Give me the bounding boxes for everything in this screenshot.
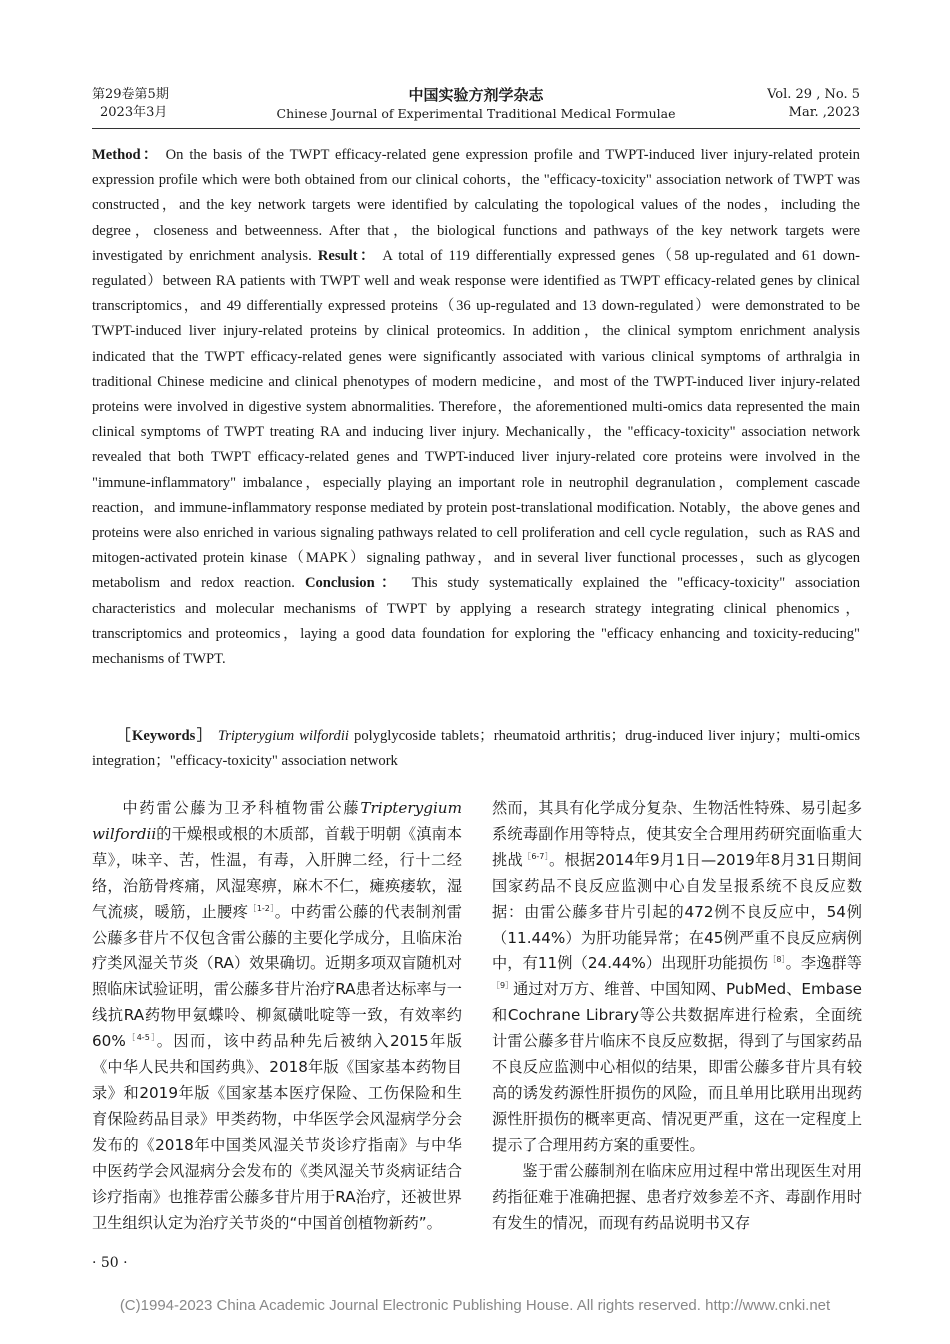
text-run: 。因而，该中药品种先后被纳入2015年版《中华人民共和国药典》、2018年版《国家基本药物目录》和2019年版《国家基本医疗保险、工伤保险和生育保险药品目录》甲类药物，中华医学会风湿病学分会发布的《2018年中国类风湿关节炎诊疗指南》与中华中医药学会风湿病分会发布的《类风湿关节炎病证结合诊疗指南》也推荐雷公藤多苷片用于RA治疗，还被世界卫生组织认定为治疗关节炎的“中国首创植物新药”。 — [92, 1032, 462, 1232]
keywords-paragraph — [92, 724, 860, 774]
citation: ［8］ — [768, 955, 786, 965]
running-header — [92, 86, 860, 126]
volume-en: Vol. 29 , No. 5 — [767, 87, 860, 102]
latin-name: Tripterygium wilfordii — [92, 799, 462, 843]
text-run: 中药雷公藤为卫矛科植物雷公藤 — [122, 799, 361, 817]
citation: ［4-5］ — [125, 1033, 157, 1043]
header-right — [767, 86, 860, 122]
keywords-label: ［Keywords］ — [116, 728, 213, 744]
body-paragraph: 鉴于雷公藤制剂在临床应用过程中常出现医生对用药指征难于准确把握、患者疗效参差不齐、毒副作用时有发生的情况，而现有药品说明书又存 — [492, 1161, 862, 1232]
conclusion-text: This study systematically explained the "efficacy-toxicity" association characteristics and molecular mechanisms of TWPT by applying a research strategy integrating clinical phenomics，transcriptomics and proteomics，laying a good data foundation for exploring the "efficacy enhancing and toxicity-reducing" mechanisms of TWPT. — [92, 575, 861, 668]
result-text: A total of 119 differentially expressed genes（58 up-regulated and 61 down-regulated）between RA patients with TWPT well and weak response were identified as TWPT efficacy-related genes by clinical transcriptomics，and 49 differentially expressed proteins（36 up-regulated and 13 down-regulated）were demonstrated to be TWPT-induced liver injury-related proteins by clinical proteomics. In addition，the clinical symptom enrichment analysis indicated that the TWPT efficacy-related genes were significantly associated with various clinical symptoms of arthralgia in traditional Chinese medicine and clinical phenotypes of modern medicine，and most of the TWPT-induced liver injury-related proteins were involved in digestive system abnormalities. Therefore，the aforementioned multi-omics data represented the main clinical symptoms of TWPT treating RA and inducing liver injury. Mechanically，the "efficacy-toxicity" association network revealed that both TWPT efficacy-related genes and TWPT-induced liver injury-related core proteins were involved in the "immune-inflammatory" imbalance，especially playing an important role in neutrophil degranulation，complement cascade reaction，and immune-inflammatory response mediated by protein post-translational modification. Notably，the above genes and proteins were also enriched in various signaling pathways related to cell proliferation and cell cycle regulation，such as RAS and mitogen-activated protein kinase（MAPK）signaling pathway，and in several liver functional processes，such as glycogen metabolism and redox reaction. — [92, 247, 861, 592]
text-run: 通过对万方、维普、中国知网、PubMed、Embase和Cochrane Library等公共数据库进行检索，全面统计雷公藤多苷片临床不良反应数据，得到了与国家药品不良反应监测中心相似的结果，即雷公藤多苷片具有较高的诱发药源性肝损伤的风险，而且单用比联用出现药源性肝损伤的概率更高、情况更严重，这在一定程度上提示了合理用药方案的重要性。 — [492, 980, 863, 1154]
text-run: 的干燥根或根的木质部，首载于明朝《滇南本草》，味辛、苦，性温，有毒，入肝脾二经，行十二经络，治筋骨疼痛，风湿寒痹，麻木不仁，瘫痪痿软，湿气流痰，暖筋，止腰疼 — [92, 824, 462, 921]
method-label: Method： — [92, 147, 160, 163]
text-run: 。根据2014年9月1日—2019年8月31日期间国家药品不良反应监测中心自发呈报系统不良反应数据：由雷公藤多苷片引起的472例不良反应中，54例（11.44%）为肝功能异常；在45例严重不良反应病例中，有11例（24.44%）出现肝功能损伤 — [492, 850, 862, 973]
keywords-species: Tripterygium wilfordii — [217, 728, 349, 744]
text-run: 然而，其具有化学成分复杂、生物活性特殊、易引起多系统毒副作用等特点，使其安全合理用药研究面临重大挑战 — [492, 799, 862, 869]
volume-cn: 第29卷第5期 — [92, 87, 169, 102]
conclusion-label: Conclusion： — [304, 575, 402, 592]
abstract-paragraph — [92, 143, 860, 672]
copyright-footer: (C)1994-2023 China Academic Journal Electronic Publishing House. All rights reserved. http://www.cnki.net — [119, 1297, 831, 1314]
journal-title-en: Chinese Journal of Experimental Traditional Medical Formulae — [276, 106, 676, 121]
date-en: Mar. ,2023 — [788, 105, 860, 120]
journal-title-cn: 中国实验方剂学杂志 — [408, 86, 544, 104]
header-center — [92, 86, 860, 124]
text-run: 。李逸群等 — [785, 954, 862, 973]
result-label: Result： — [317, 247, 378, 264]
body-paragraph — [92, 796, 462, 1236]
citation: ［1-2］ — [248, 903, 275, 913]
date-cn: 2023年3月 — [100, 105, 168, 120]
citation: ［6-7］ — [523, 851, 550, 861]
body-paragraph — [492, 796, 862, 1159]
body-left-column — [92, 796, 462, 1236]
body-right-column — [492, 796, 862, 1236]
method-text: On the basis of the TWPT efficacy-related gene expression profile and TWPT-induced liver injury-related protein expression profile which were both obtained from our clinical cohorts，the "efficacy-toxicity" association network of TWPT was constructed，and the key network targets were identified by calculating the topological values of the nodes，including the degree，closeness and betweenness. After that，the biological functions and pathways of the key network targets were investigated by enrichment analysis. — [92, 147, 860, 264]
keywords-text: polyglycoside tablets；rheumatoid arthritis；drug-induced liver injury；multi-omics integration；"efficacy-toxicity" association network — [92, 728, 860, 770]
header-rule — [92, 128, 860, 129]
text-run: 。中药雷公藤的代表制剂雷公藤多苷片不仅包含雷公藤的主要化学成分，且临床治疗类风湿关节炎（RA）效果确切。近期多项双盲随机对照临床试验证明，雷公藤多苷片治疗RA患者达标率与一线抗RA药物甲氨蝶呤、柳氮磺吡啶等一致，有效率约60% — [92, 902, 462, 1051]
page-number: · 50 · — [92, 1255, 128, 1271]
citation: ［9］ — [492, 981, 514, 991]
